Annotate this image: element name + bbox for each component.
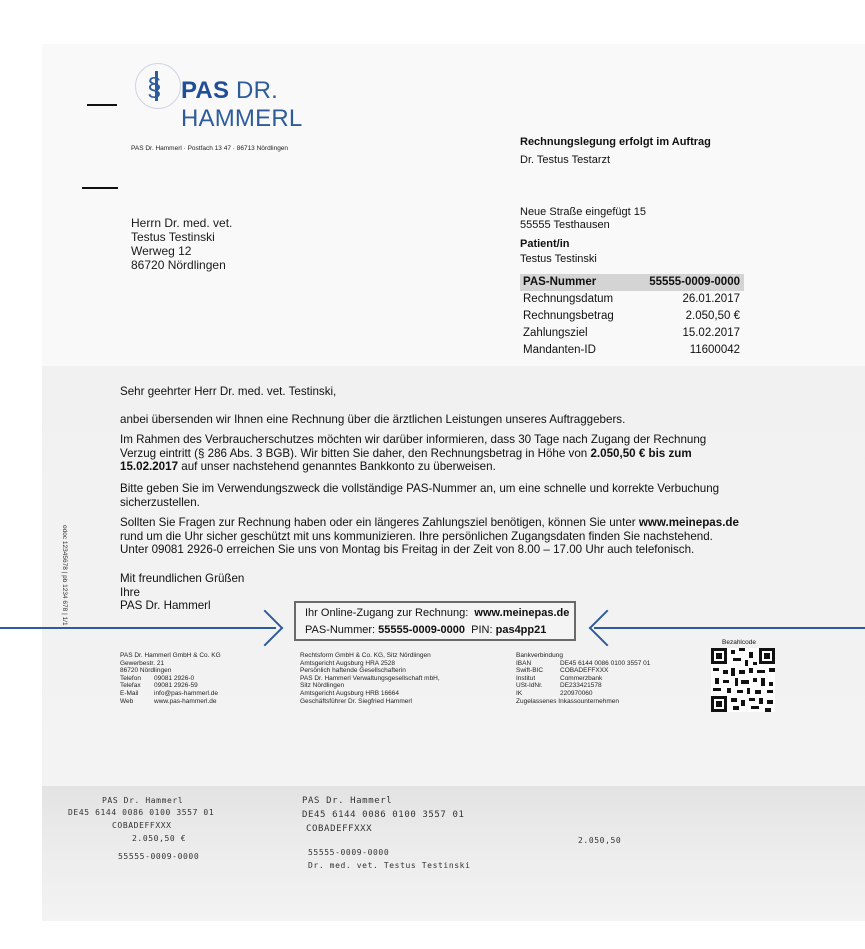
paragraph-text: Sollten Sie Fragen zur Rechnung haben oder ein längeres Zahlungsziel benötigen, können Sie unter [120, 516, 639, 529]
footer-line: Bankverbindung [516, 652, 563, 659]
table-row [520, 274, 744, 291]
due-date: 15.02.2017 [120, 460, 179, 473]
footer-line [516, 682, 650, 690]
recipient-line: 86720 Nördlingen [131, 258, 226, 272]
slip-left-recipient: PAS Dr. Hammerl [102, 796, 184, 805]
slip-left-amount: 2.050,50 € [132, 834, 187, 843]
slip-left-iban: DE45 6144 0086 0100 3557 01 [68, 808, 215, 817]
footer-line: Amtsgericht Augsburg HRA 2528 [300, 659, 396, 667]
footer-line: PAS Dr. Hammerl GmbH & Co. KG [120, 652, 221, 659]
invoice-details-table [520, 274, 744, 359]
detail-label: Rechnungsdatum [523, 293, 614, 305]
arrow-left-shaft [0, 627, 276, 629]
recipient-line: Herrn Dr. med. vet. [131, 216, 233, 230]
side-print-code [60, 525, 68, 665]
footer-value: 220970060 [560, 689, 593, 697]
pin-label: PIN: [471, 624, 493, 636]
footer-label: Telefax [120, 682, 141, 690]
logo-name: DR. HAMMERL [181, 77, 303, 132]
detail-value: 55555-0009-0000 [649, 276, 740, 288]
footer-value: DE45 6144 0086 0100 3557 01 [560, 659, 651, 667]
detail-value: 26.01.2017 [682, 293, 740, 305]
qr-label: Bezahlcode [722, 639, 756, 646]
footer-label: IK [516, 689, 523, 697]
footer-line [516, 667, 650, 675]
pas-number-label: PAS-Nummer: [305, 624, 376, 636]
footer-label: Swift-BIC [516, 667, 544, 675]
footer-email[interactable]: info@pas-hammerl.de [154, 689, 219, 697]
arrow-right-shaft [594, 627, 865, 629]
footer-line: Gewerbestr. 21 [120, 659, 165, 667]
online-access-box [294, 601, 576, 641]
paragraph-line: Unter 09081 2926-0 erreichen Sie uns von Montag bis Freitag in der Zeit von 8.00 – 17.00 Uhr auch telefonisch. [120, 543, 695, 556]
qr-code-icon [711, 648, 775, 712]
recipient-line: Testus Testinski [131, 230, 215, 244]
footer-line [516, 660, 650, 668]
logo-wordmark [181, 77, 395, 133]
client-city: 55555 Testhausen [520, 219, 610, 231]
pin-value: pas4pp21 [495, 624, 547, 636]
footer-line: Rechtsform GmbH & Co. KG, Sitz Nördlingen [300, 652, 431, 659]
detail-value: 15.02.2017 [682, 327, 740, 339]
detail-value: 2.050,50 € [685, 310, 740, 322]
paragraph-3 [120, 482, 770, 509]
footer-legal [300, 652, 440, 705]
client-street: Neue Straße eingefügt 15 [520, 206, 646, 218]
side-print-text: odoc 12345678 | pb 1234 678 | 1/1 [61, 525, 68, 626]
closing-line: Ihre [120, 585, 140, 599]
client-name: Dr. Testus Testarzt [520, 154, 611, 166]
footer-value: COBADEFFXXX [560, 667, 609, 675]
commission-heading: Rechnungslegung erfolgt im Auftrag [520, 136, 711, 148]
detail-label: PAS-Nummer [523, 276, 597, 288]
footer-label: IBAN [516, 659, 532, 667]
footer-bank [516, 652, 650, 705]
footer-label: Telefon [120, 674, 141, 682]
detail-label: Mandanten-ID [523, 344, 596, 356]
footer-label: Web [120, 697, 134, 705]
footer-label: USt-IdNr. [516, 682, 543, 690]
paragraph-4 [120, 516, 770, 557]
footer-line: PAS Dr. Hammerl Verwaltungsgesellschaft mbH, [300, 674, 440, 682]
closing-line: PAS Dr. Hammerl [120, 599, 211, 612]
online-access-line [305, 605, 574, 622]
recipient-line: Werweg 12 [131, 244, 192, 258]
pas-logo [135, 63, 395, 132]
detail-value: 11600042 [689, 344, 740, 356]
footer-value: Commerzbank [560, 674, 603, 682]
footer-line [516, 675, 650, 683]
paragraph-text: Verzug eintritt (§ 286 Abs. 3 BGB). Wir bitten Sie daher, den Rechnungsbetrag in Höhe von [120, 446, 591, 460]
slip-left-bic: COBADEFFXXX [112, 821, 172, 830]
salutation: Sehr geehrter Herr Dr. med. vet. Testinski, [120, 385, 337, 398]
footer-line: Geschäftsführer Dr. Siegfried Hammerl [300, 697, 412, 705]
caduceus-icon: § [147, 72, 162, 102]
logo-brand: PAS [181, 77, 230, 104]
footer-line: Zugelassenes Inkassounternehmen [516, 697, 619, 705]
online-access-label: Ihr Online-Zugang zur Rechnung: [305, 607, 469, 619]
closing-line: Mit freundlichen Grüßen [120, 572, 245, 585]
pas-number-value: 55555-0009-0000 [378, 624, 466, 636]
fold-mark-top [87, 104, 117, 106]
paragraph-line: Bitte geben Sie im Verwendungszweck die vollständige PAS-Nummer an, um eine schnelle und korrekte Verbuchung [120, 482, 720, 495]
footer-line [120, 675, 221, 683]
amount-due: 2.050,50 € bis zum [590, 446, 692, 460]
footer-line [516, 690, 650, 698]
table-row [520, 325, 744, 342]
slip-iban: DE45 6144 0086 0100 3557 01 [302, 810, 465, 820]
footer-label: E-Mail [120, 689, 139, 697]
footer-website[interactable]: www.pas-hammerl.de [154, 697, 217, 705]
footer-value: 09081 2926-0 [154, 674, 195, 682]
table-row [520, 308, 744, 325]
paragraph-2 [120, 433, 770, 474]
recipient-address [131, 216, 232, 272]
paragraph-line: rund um die Uhr sicher geschützt mit uns kommunizieren. Ihre persönlichen Zugangsdaten finden Sie nachstehend. [120, 529, 713, 543]
slip-recipient: PAS Dr. Hammerl [302, 796, 393, 806]
patient-label: Patient/in [520, 238, 570, 250]
slip-bic: COBADEFFXXX [306, 824, 373, 834]
patient-name: Testus Testinski [520, 253, 597, 265]
footer-line: Sitz Nördlingen [300, 682, 345, 690]
slip-left-reference: 55555-0009-0000 [118, 852, 200, 861]
footer-line [120, 682, 221, 690]
sender-return-address: PAS Dr. Hammerl · Postfach 13 47 · 86713 Nördlingen [131, 145, 289, 152]
paragraph-line: Im Rahmen des Verbraucherschutzes möchten wir darüber informieren, dass 30 Tage nach Zugang der Rechnung [120, 433, 707, 446]
online-access-url[interactable]: www.meinepas.de [474, 607, 570, 619]
paragraph-line [120, 516, 770, 530]
payment-qr-code[interactable] [711, 648, 775, 712]
fold-mark-middle [82, 187, 118, 189]
paragraph-line: sicherzustellen. [120, 495, 200, 509]
table-row [520, 342, 744, 359]
slip-payer: Dr. med. vet. Testus Testinski [308, 861, 471, 870]
footer-label: Institut [516, 674, 536, 682]
footer-line: Persönlich haftende Gesellschafterin [300, 667, 406, 675]
slip-amount: 2.050,50 [578, 836, 622, 845]
footer-line [120, 690, 221, 698]
footer-company [120, 652, 221, 705]
paragraph-line [120, 447, 770, 461]
footer-line [120, 698, 221, 706]
footer-line: Amtsgericht Augsburg HRB 16664 [300, 689, 399, 697]
footer-value: DE233421578 [560, 682, 602, 690]
paragraph-text: auf unser nachstehend genanntes Bankkonto zu überweisen. [178, 460, 496, 473]
footer-line: 86720 Nördlingen [120, 667, 172, 675]
footer-value: 09081 2926-59 [154, 682, 198, 690]
detail-label: Rechnungsbetrag [523, 310, 614, 322]
table-row [520, 291, 744, 308]
portal-link[interactable]: www.meinepas.de [638, 516, 739, 529]
paragraph-line [120, 460, 770, 474]
online-access-line [305, 622, 574, 639]
paragraph-1: anbei übersenden wir Ihnen eine Rechnung über die ärztlichen Leistungen unseres Auftraggebers. [120, 413, 626, 426]
detail-label: Zahlungsziel [523, 327, 588, 339]
slip-reference: 55555-0009-0000 [308, 848, 390, 857]
